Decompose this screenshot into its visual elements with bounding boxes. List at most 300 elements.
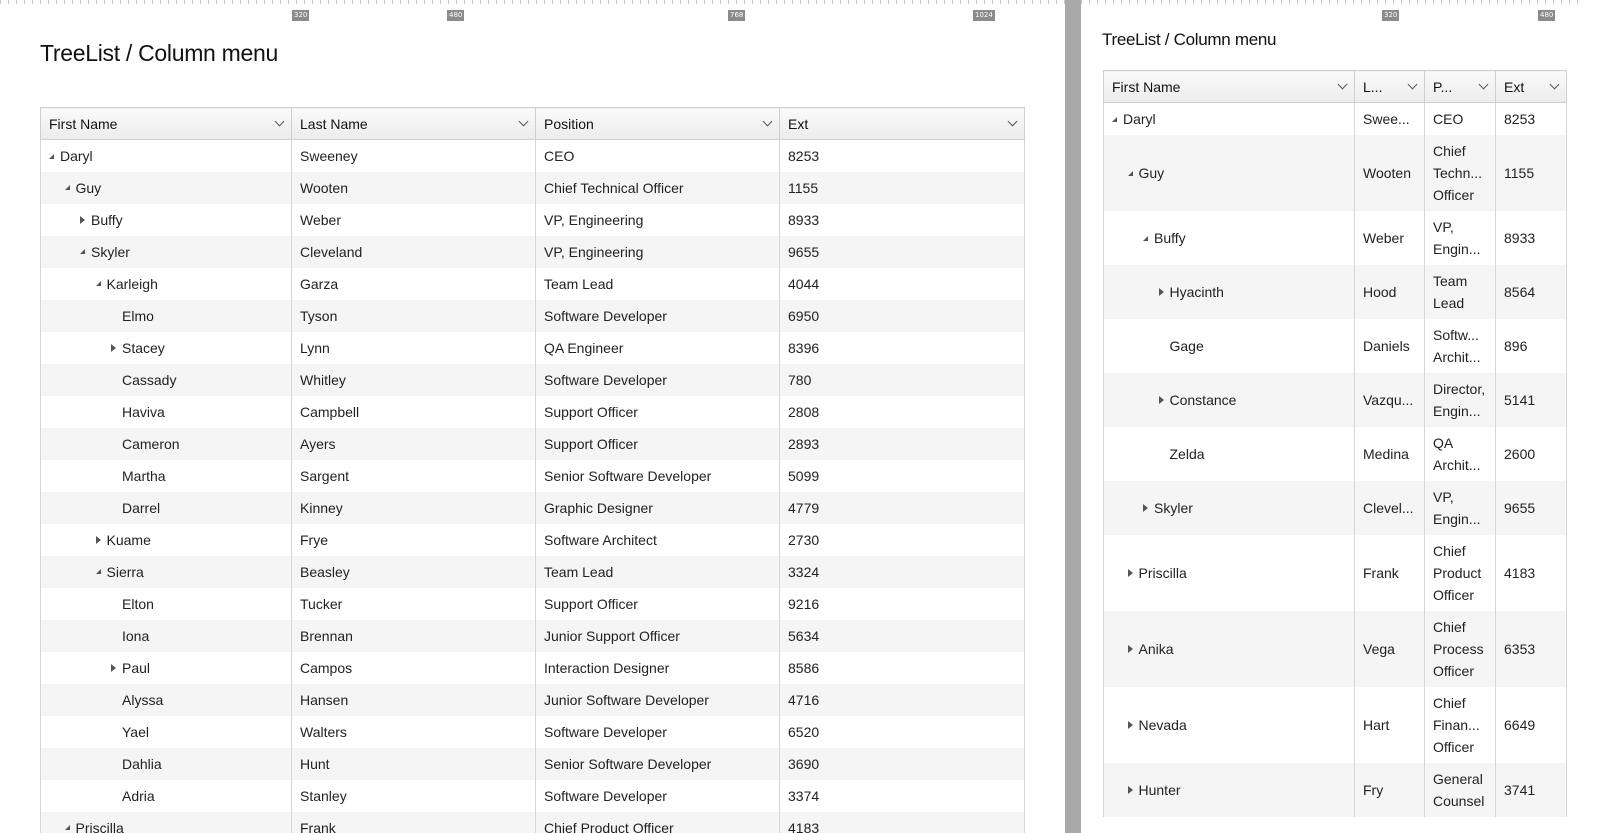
cell-text: 8933 xyxy=(1504,230,1536,246)
table-row[interactable] xyxy=(1104,373,1567,427)
cell-text: CEO xyxy=(544,147,575,164)
cell-position xyxy=(536,332,780,364)
cell-text: Cameron xyxy=(122,435,180,452)
cell-last-name xyxy=(292,492,536,524)
expand-arrow-icon[interactable] xyxy=(80,216,85,224)
cell-position xyxy=(536,620,780,652)
cell-text: Vazqu... xyxy=(1363,392,1414,408)
cell-position xyxy=(1425,611,1496,687)
cell-first-name xyxy=(41,588,292,620)
cell-first-name xyxy=(41,812,292,833)
cell-text: Daryl xyxy=(1123,111,1156,127)
cell-text: QA Archit... xyxy=(1433,435,1481,473)
cell-position xyxy=(536,492,780,524)
cell-position xyxy=(1425,427,1496,481)
cell-text: Ayers xyxy=(300,435,336,452)
cell-text: Campbell xyxy=(300,403,360,420)
cell-first-name xyxy=(41,204,292,236)
cell-first-name xyxy=(41,652,292,684)
expand-arrow-icon[interactable] xyxy=(111,344,116,352)
cell-last-name xyxy=(1355,265,1425,319)
cell-text: Adria xyxy=(122,787,155,804)
cell-ext xyxy=(1496,319,1567,373)
cell-ext xyxy=(780,716,1025,748)
cell-text: Cleveland xyxy=(300,243,363,260)
cell-text: Constance xyxy=(1169,392,1237,408)
cell-ext xyxy=(1496,373,1567,427)
cell-last-name xyxy=(292,364,536,396)
cell-text: Tucker xyxy=(300,595,343,612)
cell-text: Frye xyxy=(300,531,328,548)
page-title: TreeList / Column menu xyxy=(1102,30,1277,49)
cell-text: 5634 xyxy=(788,627,820,644)
cell-text: Support Officer xyxy=(544,595,638,612)
collapse-arrow-icon[interactable] xyxy=(1112,117,1117,122)
cell-text: Hyacinth xyxy=(1169,284,1224,300)
cell-text: 4183 xyxy=(788,819,820,833)
table-row[interactable] xyxy=(41,748,1025,780)
cell-ext xyxy=(1496,611,1567,687)
cell-text: Chief Product Officer xyxy=(544,819,674,833)
table-row[interactable] xyxy=(1104,687,1567,763)
expand-arrow-icon[interactable] xyxy=(1128,569,1133,577)
table-row[interactable] xyxy=(41,236,1025,268)
cell-position xyxy=(536,460,780,492)
cell-first-name xyxy=(1104,481,1355,535)
cell-last-name xyxy=(292,748,536,780)
cell-text: 4044 xyxy=(788,275,820,292)
cell-last-name xyxy=(1355,763,1425,817)
cell-text: Team Lead xyxy=(544,275,614,292)
cell-first-name xyxy=(41,172,292,204)
cell-last-name xyxy=(1355,535,1425,611)
cell-text: Kuame xyxy=(106,531,151,548)
table-row[interactable] xyxy=(41,364,1025,396)
cell-ext xyxy=(780,652,1025,684)
cell-text: Elmo xyxy=(122,307,154,324)
cell-text: 1155 xyxy=(1504,165,1535,181)
cell-last-name xyxy=(292,716,536,748)
cell-ext xyxy=(780,588,1025,620)
cell-last-name xyxy=(292,524,536,556)
cell-first-name xyxy=(41,492,292,524)
cell-text: Software Developer xyxy=(544,307,667,324)
column-header-first-name[interactable] xyxy=(1104,71,1355,103)
cell-text: General Counsel xyxy=(1433,771,1485,809)
cell-text: Lynn xyxy=(300,339,330,356)
table-row[interactable] xyxy=(41,652,1025,684)
cell-text: QA Engineer xyxy=(544,339,624,356)
cell-last-name xyxy=(1355,135,1425,211)
cell-text: 8933 xyxy=(788,211,820,228)
cell-last-name xyxy=(292,236,536,268)
cell-first-name xyxy=(41,716,292,748)
right-viewport xyxy=(1081,0,1585,833)
cell-text: Karleigh xyxy=(106,275,158,292)
browser-side-gutter xyxy=(1585,0,1616,833)
cell-text: Weber xyxy=(1363,230,1404,246)
cell-ext xyxy=(780,780,1025,812)
table-row[interactable] xyxy=(41,140,1025,172)
table-row[interactable] xyxy=(41,684,1025,716)
cell-text: 8396 xyxy=(788,339,820,356)
expand-arrow-icon[interactable] xyxy=(111,664,116,672)
cell-last-name xyxy=(292,780,536,812)
table-row[interactable] xyxy=(41,780,1025,812)
cell-ext xyxy=(780,812,1025,833)
treelist-grid xyxy=(40,107,1025,833)
cell-ext xyxy=(780,524,1025,556)
collapse-arrow-icon[interactable] xyxy=(1143,236,1148,241)
table-row[interactable] xyxy=(41,332,1025,364)
cell-text: 4183 xyxy=(1504,565,1536,581)
collapse-arrow-icon[interactable] xyxy=(96,281,101,286)
cell-text: Paul xyxy=(122,659,151,676)
cell-text: Hart xyxy=(1363,717,1390,733)
cell-text: Brennan xyxy=(300,627,353,644)
cell-text: Dahlia xyxy=(122,755,162,772)
ruler-mark: 480 xyxy=(1540,11,1554,19)
cell-text: Frank xyxy=(1363,565,1399,581)
table-row[interactable] xyxy=(1104,481,1567,535)
cell-text: Medina xyxy=(1363,446,1409,462)
table-row[interactable] xyxy=(41,620,1025,652)
cell-ext xyxy=(1496,265,1567,319)
cell-text: Zelda xyxy=(1169,446,1205,462)
collapse-arrow-icon[interactable] xyxy=(65,825,70,830)
cell-last-name xyxy=(1355,211,1425,265)
cell-text: Vega xyxy=(1363,641,1395,657)
column-header-label: Position xyxy=(544,115,594,132)
cell-text: 2893 xyxy=(788,435,820,452)
table-row[interactable] xyxy=(41,396,1025,428)
cell-first-name xyxy=(41,140,292,172)
cell-text: Chief Finan... Officer xyxy=(1433,695,1480,755)
cell-position xyxy=(536,236,780,268)
cell-text: Software Developer xyxy=(544,371,667,388)
cell-first-name xyxy=(41,460,292,492)
cell-position xyxy=(536,300,780,332)
cell-first-name xyxy=(41,748,292,780)
table-row[interactable] xyxy=(41,428,1025,460)
table-row[interactable] xyxy=(1104,103,1567,136)
cell-first-name xyxy=(41,332,292,364)
table-row[interactable] xyxy=(1104,611,1567,687)
cell-text: VP, Engin... xyxy=(1433,489,1481,527)
cell-last-name xyxy=(292,460,536,492)
expand-arrow-icon[interactable] xyxy=(1143,504,1148,512)
cell-text: Cassady xyxy=(122,371,177,388)
cell-first-name xyxy=(41,556,292,588)
cell-position xyxy=(536,684,780,716)
cell-first-name xyxy=(41,428,292,460)
cell-ext xyxy=(780,140,1025,172)
cell-text: 9655 xyxy=(1504,500,1536,516)
cell-last-name xyxy=(292,204,536,236)
cell-ext xyxy=(780,460,1025,492)
cell-first-name xyxy=(1104,319,1355,373)
collapse-arrow-icon[interactable] xyxy=(1128,171,1133,176)
cell-position xyxy=(536,364,780,396)
cell-ext xyxy=(1496,211,1567,265)
ruler-mark: 480 xyxy=(449,11,463,19)
cell-text: Team Lead xyxy=(544,563,614,580)
expand-arrow-icon[interactable] xyxy=(1159,396,1164,404)
cell-position xyxy=(536,716,780,748)
cell-last-name xyxy=(1355,103,1425,136)
cell-text: Clevel... xyxy=(1363,500,1414,516)
cell-text: Hansen xyxy=(300,691,349,708)
cell-text: Wooten xyxy=(1363,165,1411,181)
cell-position xyxy=(536,140,780,172)
cell-text: Chief Techn... Officer xyxy=(1433,143,1483,203)
cell-ext xyxy=(780,172,1025,204)
cell-text: Kinney xyxy=(300,499,343,516)
cell-text: Senior Software Developer xyxy=(544,755,712,772)
table-row[interactable] xyxy=(41,268,1025,300)
cell-text: Support Officer xyxy=(544,435,638,452)
column-header-last-name[interactable] xyxy=(1355,71,1425,103)
table-row[interactable] xyxy=(41,716,1025,748)
cell-text: Iona xyxy=(122,627,150,644)
cell-text: CEO xyxy=(1433,111,1464,127)
cell-first-name xyxy=(1104,211,1355,265)
cell-position xyxy=(1425,211,1496,265)
cell-text: Software Developer xyxy=(544,787,667,804)
cell-text: Junior Software Developer xyxy=(544,691,709,708)
ruler-mark: 320 xyxy=(294,11,308,19)
cell-text: VP, Engineering xyxy=(544,211,644,228)
cell-text: Priscilla xyxy=(75,819,124,833)
cell-text: Skyler xyxy=(1154,500,1193,516)
column-header-label: L... xyxy=(1363,78,1383,95)
cell-text: 6353 xyxy=(1504,641,1536,657)
table-row[interactable] xyxy=(41,300,1025,332)
cell-text: 896 xyxy=(1504,338,1528,354)
cell-text: Software Architect xyxy=(544,531,657,548)
cell-last-name xyxy=(292,268,536,300)
cell-ext xyxy=(1496,481,1567,535)
column-header-last-name[interactable] xyxy=(292,108,536,140)
expand-arrow-icon[interactable] xyxy=(1159,288,1164,296)
cell-last-name xyxy=(1355,481,1425,535)
cell-text: Skyler xyxy=(91,243,130,260)
cell-first-name xyxy=(1104,763,1355,817)
table-row[interactable] xyxy=(1104,427,1567,481)
cell-text: 4779 xyxy=(788,499,820,516)
cell-last-name xyxy=(1355,427,1425,481)
cell-position xyxy=(1425,481,1496,535)
cell-first-name xyxy=(41,236,292,268)
cell-text: 9655 xyxy=(788,243,820,260)
cell-first-name xyxy=(41,268,292,300)
collapse-arrow-icon[interactable] xyxy=(80,249,85,254)
table-row[interactable] xyxy=(41,588,1025,620)
treelist-grid xyxy=(1103,70,1567,817)
cell-position xyxy=(1425,135,1496,211)
cell-position xyxy=(536,268,780,300)
cell-text: Director, Engin... xyxy=(1433,381,1486,419)
table-row[interactable] xyxy=(41,812,1025,833)
expand-arrow-icon[interactable] xyxy=(1128,721,1133,729)
cell-text: Nevada xyxy=(1138,717,1187,733)
cell-text: Guy xyxy=(1138,165,1165,181)
cell-position xyxy=(536,556,780,588)
cell-ext xyxy=(780,332,1025,364)
cell-text: Sweeney xyxy=(300,147,358,164)
cell-text: Anika xyxy=(1138,641,1174,657)
cell-last-name xyxy=(292,652,536,684)
table-row[interactable] xyxy=(1104,319,1567,373)
cell-text: Walters xyxy=(300,723,347,740)
cell-ext xyxy=(780,204,1025,236)
cell-first-name xyxy=(1104,611,1355,687)
table-row[interactable] xyxy=(41,524,1025,556)
cell-first-name xyxy=(1104,103,1355,136)
cell-text: 9216 xyxy=(788,595,820,612)
cell-text: Gage xyxy=(1169,338,1204,354)
cell-text: Beasley xyxy=(300,563,350,580)
cell-text: Chief Process Officer xyxy=(1433,619,1484,679)
cell-text: 3741 xyxy=(1504,782,1536,798)
table-row[interactable] xyxy=(41,172,1025,204)
cell-text: Stanley xyxy=(300,787,347,804)
ruler-mark: 768 xyxy=(730,11,744,19)
table-row[interactable] xyxy=(41,556,1025,588)
cell-ext xyxy=(780,268,1025,300)
cell-text: 3374 xyxy=(788,787,820,804)
column-header-ext[interactable] xyxy=(1496,71,1567,103)
cell-text: Swee... xyxy=(1363,111,1410,127)
cell-last-name xyxy=(292,140,536,172)
cell-position xyxy=(536,428,780,460)
cell-text: Sierra xyxy=(106,563,144,580)
cell-text: Junior Support Officer xyxy=(544,627,680,644)
cell-text: 780 xyxy=(788,371,812,388)
cell-last-name xyxy=(1355,611,1425,687)
cell-text: Interaction Designer xyxy=(544,659,670,676)
column-header-ext[interactable] xyxy=(780,108,1025,140)
table-row[interactable] xyxy=(41,492,1025,524)
cell-text: Buffy xyxy=(91,211,123,228)
cell-text: Hunt xyxy=(300,755,330,772)
cell-text: Sargent xyxy=(300,467,350,484)
width-ruler xyxy=(0,0,1065,19)
cell-text: Weber xyxy=(300,211,341,228)
cell-text: 8253 xyxy=(788,147,820,164)
cell-text: VP, Engin... xyxy=(1433,219,1481,257)
cell-ext xyxy=(780,364,1025,396)
cell-last-name xyxy=(292,812,536,833)
expand-arrow-icon[interactable] xyxy=(1128,786,1133,794)
cell-text: 2600 xyxy=(1504,446,1536,462)
cell-position xyxy=(1425,763,1496,817)
cell-last-name xyxy=(1355,687,1425,763)
cell-first-name xyxy=(1104,373,1355,427)
cell-first-name xyxy=(41,524,292,556)
cell-last-name xyxy=(292,396,536,428)
cell-position xyxy=(536,780,780,812)
cell-text: 2730 xyxy=(788,531,820,548)
cell-ext xyxy=(780,684,1025,716)
column-header-position[interactable] xyxy=(1425,71,1496,103)
table-row[interactable] xyxy=(1104,211,1567,265)
column-header-label: Ext xyxy=(788,115,809,132)
cell-first-name xyxy=(1104,687,1355,763)
column-header-label: Last Name xyxy=(300,115,368,132)
table-row[interactable] xyxy=(41,460,1025,492)
cell-first-name xyxy=(41,620,292,652)
cell-text: 4716 xyxy=(788,691,820,708)
column-header-first-name[interactable] xyxy=(41,108,292,140)
cell-text: Softw... Archit... xyxy=(1433,327,1481,365)
cell-position xyxy=(1425,535,1496,611)
cell-text: Graphic Designer xyxy=(544,499,653,516)
table-row[interactable] xyxy=(1104,265,1567,319)
cell-text: Haviva xyxy=(122,403,165,420)
table-row[interactable] xyxy=(1104,135,1567,211)
cell-position xyxy=(536,172,780,204)
cell-text: Garza xyxy=(300,275,339,292)
cell-text: Alyssa xyxy=(122,691,164,708)
cell-position xyxy=(1425,103,1496,136)
collapse-arrow-icon[interactable] xyxy=(49,154,54,159)
cell-ext xyxy=(780,620,1025,652)
cell-last-name xyxy=(1355,319,1425,373)
cell-text: Martha xyxy=(122,467,166,484)
column-header-label: First Name xyxy=(1112,78,1181,95)
cell-text: 8564 xyxy=(1504,284,1536,300)
expand-arrow-icon[interactable] xyxy=(96,536,101,544)
cell-text: VP, Engineering xyxy=(544,243,644,260)
cell-text: 6950 xyxy=(788,307,820,324)
table-row[interactable] xyxy=(1104,763,1567,817)
cell-text: Stacey xyxy=(122,339,165,356)
cell-text: Team Lead xyxy=(1433,273,1468,311)
cell-text: Chief Technical Officer xyxy=(544,179,684,196)
cell-text: Elton xyxy=(122,595,154,612)
cell-ext xyxy=(1496,103,1567,136)
expand-arrow-icon[interactable] xyxy=(1128,645,1133,653)
cell-text: Darrel xyxy=(122,499,161,516)
cell-text: Tyson xyxy=(300,307,338,324)
table-row[interactable] xyxy=(1104,535,1567,611)
cell-ext xyxy=(1496,427,1567,481)
cell-ext xyxy=(1496,135,1567,211)
cell-position xyxy=(536,396,780,428)
cell-text: 3690 xyxy=(788,755,820,772)
cell-ext xyxy=(780,396,1025,428)
cell-last-name xyxy=(1355,373,1425,427)
cell-text: 6520 xyxy=(788,723,820,740)
table-row[interactable] xyxy=(41,204,1025,236)
cell-text: Chief Product Officer xyxy=(1433,543,1482,603)
cell-first-name xyxy=(41,780,292,812)
cell-last-name xyxy=(292,332,536,364)
collapse-arrow-icon[interactable] xyxy=(65,185,70,190)
cell-text: Priscilla xyxy=(1138,565,1187,581)
cell-position xyxy=(536,812,780,833)
cell-last-name xyxy=(292,588,536,620)
column-header-position[interactable] xyxy=(536,108,780,140)
cell-position xyxy=(1425,687,1496,763)
cell-ext xyxy=(1496,535,1567,611)
cell-text: Hood xyxy=(1363,284,1397,300)
width-ruler xyxy=(1081,0,1585,19)
collapse-arrow-icon[interactable] xyxy=(96,569,101,574)
cell-position xyxy=(1425,373,1496,427)
column-header-label: First Name xyxy=(49,115,118,132)
